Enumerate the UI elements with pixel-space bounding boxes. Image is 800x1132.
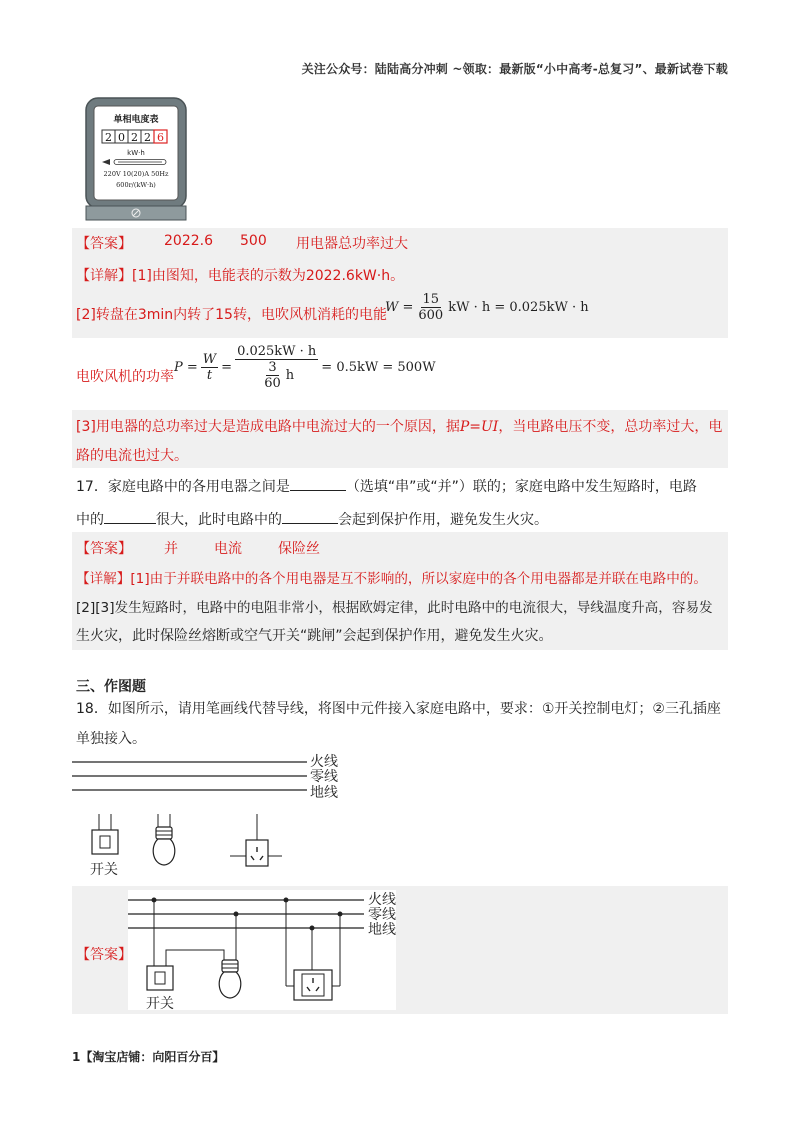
- eq-rhs: kW · h = 0.025kW · h: [448, 300, 589, 315]
- eq-den: t: [206, 368, 213, 383]
- q16-detail-line-4: [76, 416, 722, 436]
- detail-label: 【详解】: [76, 571, 131, 587]
- q18-line-1: 18．如图所示，请用笔画线代替导线，将图中元件接入家庭电路中，要求：①开关控制电灯；②三孔插座: [76, 701, 721, 717]
- q17-detail-line-1: [76, 567, 707, 587]
- meter-digit: 0: [118, 131, 125, 144]
- page-header: 关注公众号：陆陆高分冲刺 ~领取：最新版“小中高考-总复习”、最新试卷下载: [301, 62, 728, 76]
- eq-fraction: [201, 352, 218, 383]
- q16-answer-line: [76, 233, 132, 253]
- q17-line-2: [76, 509, 548, 529]
- question-text: 17．家庭电路中的各用电器之间是: [76, 479, 290, 495]
- lamp-icon: [219, 960, 241, 998]
- wire-label-ground: 地线: [310, 785, 338, 801]
- eq-lhs: W =: [385, 300, 414, 315]
- q18-answer-line: [76, 944, 132, 964]
- eq-equals: =: [221, 360, 233, 375]
- q16-detail-line-3: 电吹风机的功率: [76, 369, 174, 385]
- question-text: 中的: [76, 512, 104, 528]
- wire-label-live: 火线: [310, 754, 338, 770]
- eq-fraction: [416, 292, 445, 323]
- eq-num: W: [202, 352, 217, 367]
- q17-line-1: [76, 476, 697, 496]
- meter-spec-line: 600r/(kW·h): [116, 181, 156, 189]
- meter-unit: kW·h: [127, 149, 145, 157]
- answer-value: 500: [240, 233, 267, 249]
- meter-digit: 6: [157, 131, 164, 144]
- meter-title: 单相电度表: [113, 115, 159, 125]
- answer-label: 【答案】: [76, 541, 132, 557]
- q16-detail-line-2: [2]转盘在3min内转了15转，电吹风机消耗的电能: [76, 307, 387, 323]
- detail-text: [3]用电器的总功率过大是造成电路中电流过大的一个原因，据: [76, 419, 460, 435]
- eq-den: 60: [264, 376, 281, 391]
- answer-value: 保险丝: [278, 541, 320, 557]
- eq-unit: h: [285, 368, 295, 383]
- page-footer: 1【淘宝店铺：向阳百分百】: [72, 1050, 225, 1064]
- wire-label-live: 火线: [368, 892, 396, 908]
- three-hole-socket-icon: [230, 814, 282, 866]
- eq-rhs: = 0.5kW = 500W: [321, 360, 436, 375]
- eq-den: 600: [418, 308, 444, 323]
- three-hole-socket-icon: [294, 970, 332, 1000]
- answer-label: 【答案】: [76, 236, 132, 252]
- eq-num: 15: [422, 292, 440, 307]
- answer-value: 2022.6: [164, 233, 213, 249]
- lamp-icon: [153, 814, 175, 865]
- answer-blank: [282, 523, 338, 524]
- detail-text: [1]由图知，电能表的示数为2022.6kW·h。: [132, 268, 405, 284]
- q16-detail-line-1: [76, 265, 404, 285]
- equation-power: [174, 344, 436, 391]
- eq-den: [257, 360, 296, 391]
- question-text: 会起到保护作用，避免发生火灾。: [338, 512, 548, 528]
- switch-label: 开关: [146, 996, 174, 1012]
- meter-digit: 2: [144, 131, 151, 144]
- q17-detail-line-2: [2][3]发生短路时，电路中的电阻非常小，根据欧姆定律，此时电路中的电流很大，导线温度升高，容易发: [76, 600, 713, 616]
- answer-blank: [290, 490, 346, 491]
- equation-energy: [385, 292, 589, 323]
- eq-num: 3: [268, 360, 277, 375]
- detail-text: [1]由于并联电路中的各个用电器是互不影响的，所以家庭中的各个用电器都是并联在电路中的。: [130, 571, 707, 587]
- q18-line-2: 单独接入。: [76, 731, 146, 747]
- switch-label: 开关: [90, 862, 118, 878]
- question-text: 很大，此时电路中的: [156, 512, 282, 528]
- wire-label-neutral: 零线: [368, 907, 396, 923]
- question-text: （选填“串”或“并”）联的；家庭电路中发生短路时，电路: [345, 479, 697, 495]
- switch-icon: [147, 966, 173, 990]
- answer-blank: [104, 523, 156, 524]
- q18-answer-circuit-diagram: [128, 890, 400, 1012]
- electric-meter-image: [72, 96, 190, 224]
- answer-value: 用电器总功率过大: [296, 236, 408, 252]
- detail-label: 【详解】: [76, 268, 132, 284]
- detail-text: ，当电路电压不变，总功率过大，电: [498, 419, 723, 435]
- q16-detail-line-5: 路的电流也过大。: [76, 448, 188, 464]
- meter-digits: [102, 130, 167, 144]
- meter-spec-line: 220V 10(20)A 50Hz: [103, 170, 169, 178]
- eq-subfraction: [262, 360, 283, 391]
- meter-digit: 2: [105, 131, 112, 144]
- q17-answer-line: [76, 538, 132, 558]
- eq-lhs: P =: [174, 360, 198, 375]
- wire-label-neutral: 零线: [310, 769, 338, 785]
- meter-digit: 2: [131, 131, 138, 144]
- answer-label: 【答案】: [76, 947, 132, 963]
- answer-value: 并: [164, 541, 178, 557]
- q18-circuit-diagram: [72, 752, 372, 882]
- wire-label-ground: 地线: [368, 922, 396, 938]
- answer-value: 电流: [214, 541, 242, 557]
- switch-icon: [92, 814, 118, 854]
- q17-detail-line-3: 生火灾，此时保险丝熔断或空气开关“跳闸”会起到保护作用，避免发生火灾。: [76, 628, 553, 644]
- eq-fraction: [235, 344, 318, 391]
- eq-num: 0.025kW · h: [237, 344, 317, 359]
- formula-inline: P=UI: [459, 419, 499, 435]
- section-title: 三、作图题: [76, 679, 146, 695]
